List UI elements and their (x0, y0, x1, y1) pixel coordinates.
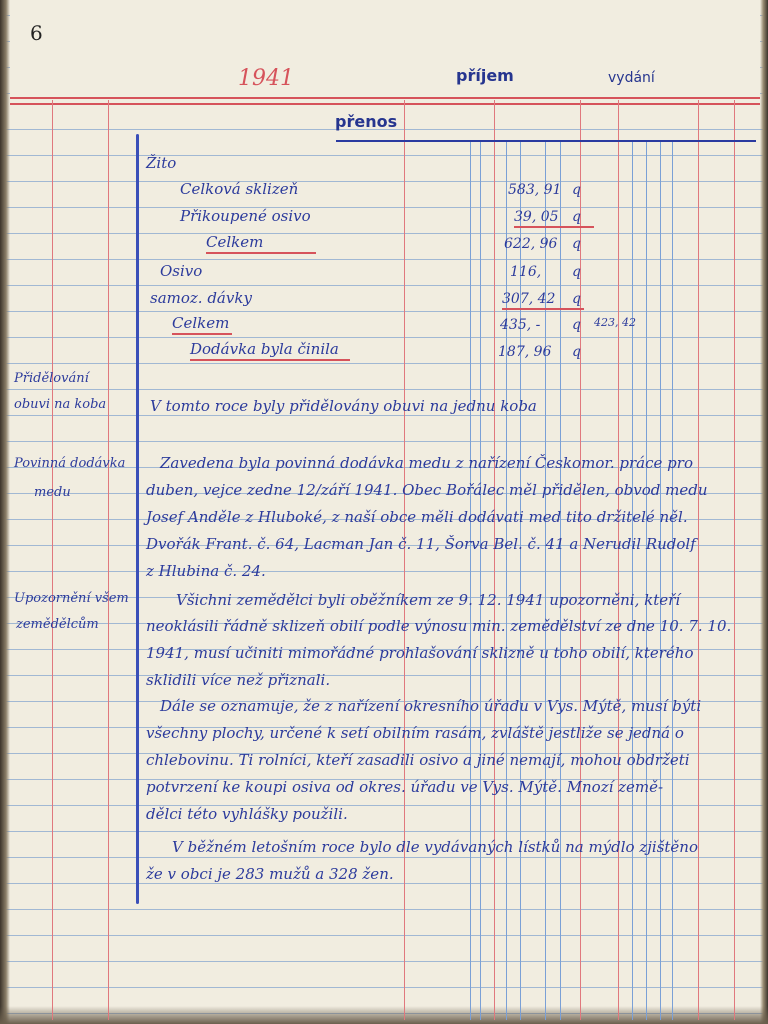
body-line: 1941, musí učiniti mimořádné prohlašování sklizně u toho obilí, kterého (146, 644, 694, 662)
column-expense-header: vydání (608, 70, 655, 86)
ledger-row-unit: q (572, 291, 581, 307)
column-line (108, 100, 109, 1020)
page-edge-bottom (0, 1006, 768, 1024)
page-number: 6 (30, 21, 43, 45)
ledger-row-label: Celkem (172, 314, 232, 335)
column-line (734, 100, 735, 1020)
ledger-row-amount: 583, 91 (508, 182, 562, 198)
header-rule-bottom (10, 103, 760, 105)
ledger-row-unit: q (572, 344, 581, 360)
column-line-blue (560, 140, 561, 1020)
ledger-row-amount: 435, - (500, 317, 541, 333)
ledger-row-unit: q (572, 236, 581, 252)
header-rule-top (10, 97, 760, 99)
body-line: potvrzení ke koupi osiva od okres. úřadu ve Vys. Mýtě. Mnozí země- (146, 778, 664, 796)
column-line-blue (632, 140, 633, 1020)
ledger-row-label: Celkem (206, 233, 316, 254)
margin-blue-line (136, 134, 139, 904)
column-line-blue (672, 140, 673, 1020)
margin-note: obuvi na koba (14, 397, 107, 412)
column-income-header: příjem (456, 66, 514, 85)
ledger-row-unit: q (572, 182, 581, 198)
body-line: neoklásili řádně sklizeň obilí podle výnosu min. zemědělství ze dne 10. 7. 10. (146, 617, 732, 635)
ledger-row-unit: q (572, 317, 581, 333)
body-line: Dále se oznamuje, že z nařízení okresního úřadu v Vys. Mýtě, musí býti (160, 697, 702, 715)
ledger-row-label: Osivo (160, 262, 203, 280)
ledger-row-amount: 622, 96 (504, 236, 558, 252)
margin-note: Povinná dodávka (14, 456, 126, 471)
column-line (618, 100, 619, 1020)
column-line (404, 100, 405, 1020)
ledger-row-label: Přikoupené osivo (180, 207, 311, 225)
column-line-blue (470, 140, 471, 1020)
ledger-row-note: 423, 42 (594, 316, 636, 329)
ledger-row-unit: q (572, 264, 581, 280)
body-line: duben, vejce zedne 12/září 1941. Obec Bořálec měl přidělen, obvod medu (146, 481, 708, 499)
body-line: Josef Anděle z Hluboké, z naší obce měli dodávati med tito držitelé něl. (146, 508, 688, 526)
body-line: V tomto roce byly přidělovány obuvi na jednu koba (150, 397, 537, 415)
body-line: Zavedena byla povinná dodávka medu z nařízení Českomor. práce pro (160, 454, 693, 472)
body-line: Všichni zemědělci byli oběžníkem ze 9. 12. 1941 upozorněni, kteří (176, 591, 681, 609)
margin-note: Upozornění všem (14, 591, 129, 606)
column-line-blue (506, 140, 507, 1020)
body-line: z Hlubina č. 24. (146, 562, 266, 580)
column-line (698, 100, 699, 1020)
body-line: V běžném letošním roce bylo dle vydávaných lístků na mýdlo zjištěno (172, 838, 698, 856)
body-line: všechny plochy, určené k setí obilním rasám, zvláště jestliže se jedná o (146, 724, 684, 742)
ledger-title: Žito (146, 154, 177, 172)
body-line: Dvořák Frant. č. 64, Lacman Jan č. 11, Šorva Bel. č. 41 a Nerudil Rudolf (146, 535, 696, 553)
margin-note: medu (34, 485, 71, 500)
year: 1941 (238, 66, 294, 91)
transfer-rule (336, 140, 756, 142)
page-edge-left (0, 0, 10, 1024)
body-line: že v obci je 283 mužů a 328 žen. (146, 865, 394, 883)
ledger-row-amount: 116, (510, 264, 542, 280)
column-line-blue (646, 140, 647, 1020)
column-line-blue (660, 140, 661, 1020)
column-line-blue (480, 140, 481, 1020)
ledger-row-unit: q (572, 209, 581, 225)
page-edge-right (760, 0, 768, 1024)
column-line (52, 100, 53, 1020)
body-line: dělci této vyhlášky použili. (146, 805, 348, 823)
body-line: sklidili více než přiznali. (146, 671, 331, 689)
ledger-row-label: samoz. dávky (150, 289, 252, 307)
margin-note: Přidělování (14, 371, 89, 386)
column-line-blue (545, 140, 546, 1020)
ledger-row-amount: 307, 42 (502, 291, 584, 310)
body-line: chlebovinu. Ti rolníci, kteří zasadili osivo a jiné nemají, mohou obdržeti (146, 751, 690, 769)
ledger-row-amount: 39, 05 (514, 209, 594, 228)
ledger-row-amount: 187, 96 (498, 344, 552, 360)
column-line (494, 100, 495, 1020)
margin-note: zemědělcům (16, 617, 99, 632)
ledger-row-label: Celková sklizeň (180, 180, 299, 198)
ledger-row-label: Dodávka byla činila (190, 340, 350, 361)
transfer-label: přenos (335, 112, 398, 131)
